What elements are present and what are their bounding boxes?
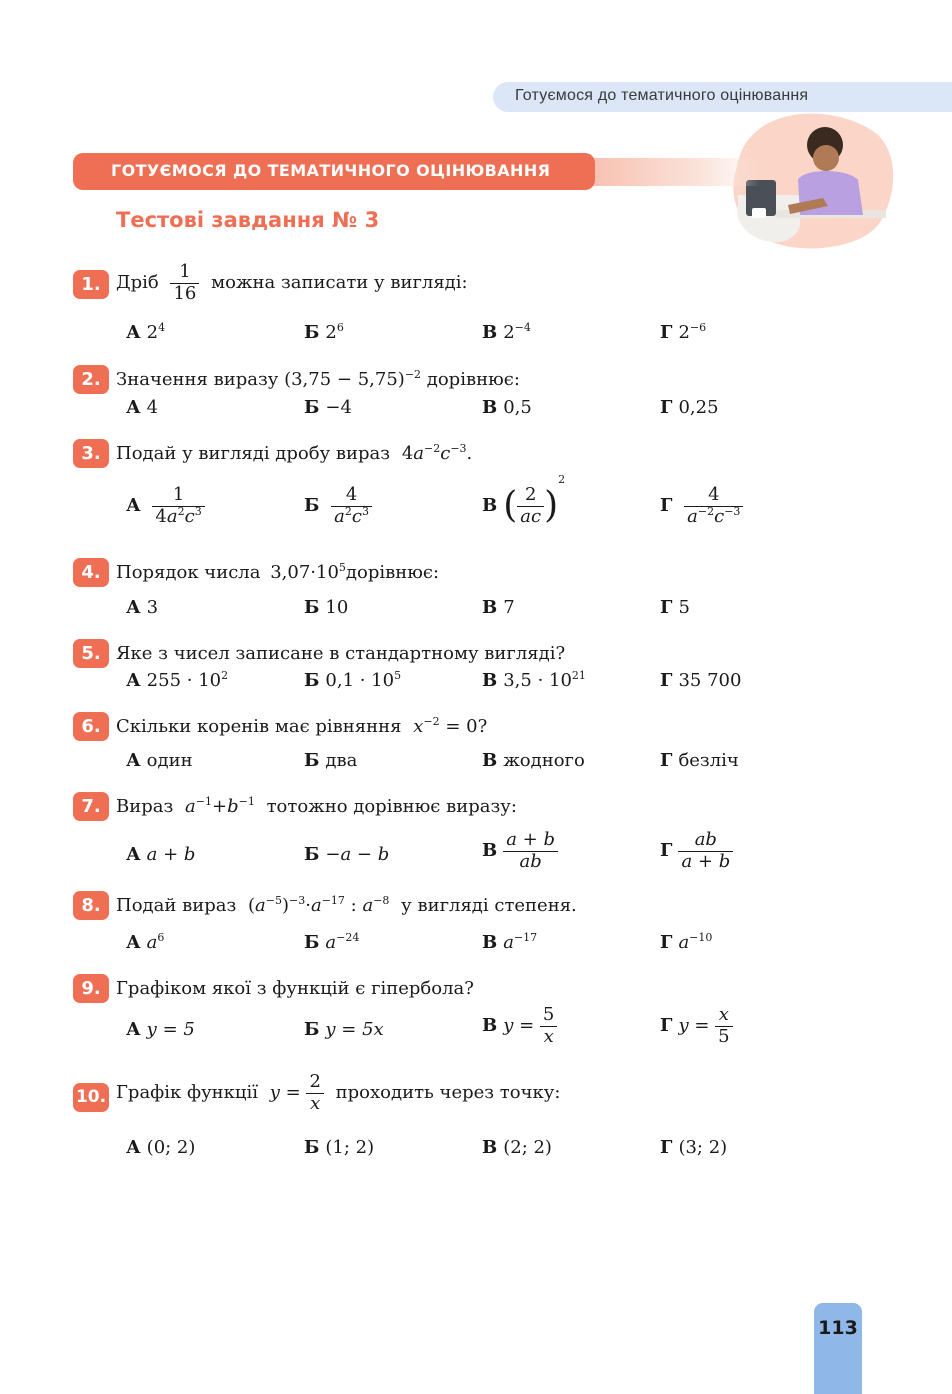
question-number: 7. <box>73 792 109 821</box>
fraction: $\frac{x}{5}$ <box>715 1005 732 1047</box>
fraction: $\frac{4}{a^2c^3}$ <box>331 485 372 527</box>
option-b[interactable]: Б −4 <box>304 397 352 418</box>
test-subtitle: Тестові завдання № 3 <box>116 208 380 232</box>
option-b[interactable]: Б $0,1 \cdot 10^5$ <box>304 669 402 691</box>
question-text: Яке з чисел записане в стандартному вигляді? <box>116 643 566 664</box>
option-a[interactable]: А $2^4$ <box>126 321 166 343</box>
question-text: Скільки коренів має рівняння $x^{-2} = 0$? <box>116 715 488 737</box>
fraction: $\frac{2}{ac}$ <box>517 485 544 527</box>
option-b[interactable]: Б $a^{-24}$ <box>304 931 360 953</box>
option-v[interactable]: В $3,5 \cdot 10^{21}$ <box>482 669 586 691</box>
option-b[interactable]: Б $\frac{4}{a^2c^3}$ <box>304 485 372 527</box>
option-v[interactable]: В (2; 2) <box>482 1137 552 1158</box>
option-b[interactable]: Б $2^6$ <box>304 321 344 343</box>
banner-title: ГОТУЄМОСЯ ДО ТЕМАТИЧНОГО ОЦІНЮВАННЯ <box>111 161 551 180</box>
fraction: $\frac{1}{16}$ <box>170 262 199 304</box>
option-a[interactable]: А один <box>126 750 193 771</box>
option-g[interactable]: Г 35 700 <box>660 670 742 691</box>
question-number: 6. <box>73 712 109 741</box>
question-text: Порядок числа $3,07\cdot 10^5дорівнює$: <box>116 561 440 583</box>
question-text: Дріб $\frac{1}{16}$ можна записати у вигляді: <box>116 261 468 304</box>
fraction: $\frac{a + b}{ab}$ <box>503 830 558 872</box>
option-a[interactable]: А $\frac{1}{4a^2c^3}$ <box>126 485 205 527</box>
option-g[interactable]: Г $\frac{ab}{a + b}$ <box>660 830 733 872</box>
question-text: Подай у вигляді дробу вираз $4a^{-2}c^{-3}$. <box>116 442 473 464</box>
option-b[interactable]: Б y = 5x <box>304 1019 384 1040</box>
option-v[interactable]: В $a^{-17}$ <box>482 931 538 953</box>
option-a[interactable]: А $a^6$ <box>126 931 165 953</box>
option-a[interactable]: А 4 <box>126 397 159 418</box>
option-v[interactable]: В 7 <box>482 597 515 618</box>
question-number: 2. <box>73 365 109 394</box>
option-v[interactable]: В $\frac{a + b}{ab}$ <box>482 830 558 872</box>
option-g[interactable]: Г безліч <box>660 750 739 771</box>
option-b[interactable]: Б −a − b <box>304 844 390 865</box>
question-number: 9. <box>73 974 109 1003</box>
question-number: 4. <box>73 558 109 587</box>
option-g[interactable]: Г 0,25 <box>660 397 719 418</box>
option-a[interactable]: А y = 5 <box>126 1019 195 1040</box>
question-number: 3. <box>73 439 109 468</box>
option-g[interactable]: Г $2^{-6}$ <box>660 321 707 343</box>
option-a[interactable]: А (0; 2) <box>126 1137 196 1158</box>
fraction: $\frac{2}{x}$ <box>306 1072 323 1114</box>
running-header <box>493 82 952 112</box>
question-number: 8. <box>73 891 109 920</box>
option-v[interactable]: В y = $\frac{5}{x}$ <box>482 1005 557 1047</box>
question-text: Графіком якої з функцій є гіпербола? <box>116 978 474 999</box>
question-number: 5. <box>73 639 109 668</box>
option-v[interactable]: В $2^{-4}$ <box>482 321 531 343</box>
option-g[interactable]: Г $\frac{4}{a^{-2}c^{-3}}$ <box>660 485 743 527</box>
option-a[interactable]: А 3 <box>126 597 159 618</box>
option-g[interactable]: Г 5 <box>660 597 690 618</box>
fraction: $\frac{5}{x}$ <box>540 1005 557 1047</box>
option-b[interactable]: Б 10 <box>304 597 349 618</box>
running-title: Готуємося до тематичного оцінювання <box>515 87 809 104</box>
option-b[interactable]: Б (1; 2) <box>304 1137 375 1158</box>
page-number-tab <box>814 1303 862 1394</box>
fraction: $\frac{4}{a^{-2}c^{-3}}$ <box>684 485 743 527</box>
page-number: 113 <box>818 1317 858 1339</box>
option-v[interactable]: В ( $\frac{2}{ac}$ )$^2$ <box>482 473 566 527</box>
option-a[interactable]: А a + b <box>126 844 196 865</box>
option-g[interactable]: Г y = $\frac{x}{5}$ <box>660 1005 733 1047</box>
option-g[interactable]: Г $a^{-10}$ <box>660 931 713 953</box>
fraction: $\frac{ab}{a + b}$ <box>678 830 733 872</box>
option-a[interactable]: А $255 \cdot 10^2$ <box>126 669 229 691</box>
question-number: 10. <box>73 1083 109 1112</box>
option-b[interactable]: Б два <box>304 750 358 771</box>
question-text: Вираз $a^{-1}+b^{-1}$ тотожно дорівнює виразу: <box>116 795 517 817</box>
section-banner <box>73 153 595 190</box>
question-text: Подай вираз $(a^{-5})^{-3}\cdot a^{-17}$ : $a^{-8}$ у вигляді степеня. <box>116 894 577 916</box>
question-text: Графік функції y = $\frac{2}{x}$ проходить через точку: <box>116 1071 561 1114</box>
option-v[interactable]: В 0,5 <box>482 397 532 418</box>
question-text: Значення виразу $(3,75 - 5,75)^{-2}$ дорівнює: <box>116 368 520 390</box>
fraction: $\frac{1}{4a^2c^3}$ <box>152 485 204 527</box>
question-number: 1. <box>73 270 109 299</box>
option-g[interactable]: Г (3; 2) <box>660 1137 728 1158</box>
option-v[interactable]: В жодного <box>482 750 585 771</box>
